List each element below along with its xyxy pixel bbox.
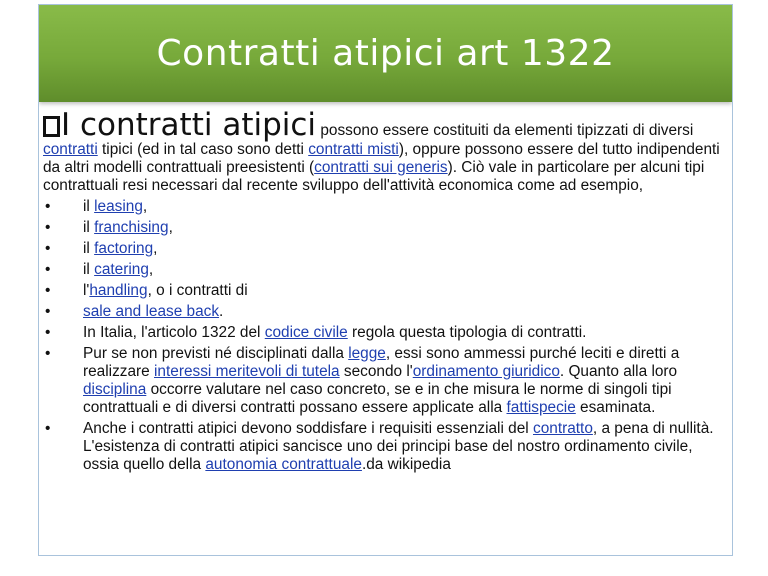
item-text: il	[83, 198, 95, 215]
item-text: .da wikipedia	[361, 456, 451, 473]
link-contratti-misti[interactable]: contratti misti	[308, 141, 399, 158]
bullet-icon: •	[45, 219, 51, 236]
item-text: ,	[142, 198, 148, 215]
list-item	[43, 324, 729, 342]
link-ordinamento-giuridico[interactable]: ordinamento giuridico	[412, 363, 560, 380]
link-interessi-meritevoli[interactable]: interessi meritevoli di tutela	[154, 363, 340, 380]
link-catering[interactable]: catering	[94, 261, 149, 278]
list-item	[43, 282, 729, 300]
item-text: ,	[168, 219, 173, 236]
item-text: In Italia, l'articolo 1322 del	[83, 324, 265, 341]
item-text: , essi sono ammessi purché leciti e diretti a realizzare	[83, 345, 680, 380]
link-disciplina[interactable]: disciplina	[83, 381, 147, 398]
link-handling[interactable]: handling	[89, 282, 148, 299]
list-item	[43, 198, 729, 216]
list-item	[43, 420, 729, 474]
bullet-icon: •	[45, 198, 51, 215]
item-text: ,	[148, 261, 154, 278]
intro-text-3: ), oppure possono essere del tutto indipendenti da altri modelli contrattuali preesistenti (	[43, 141, 720, 176]
item-text: l'	[83, 282, 90, 299]
bullet-icon: •	[45, 420, 51, 437]
item-text: esaminata.	[575, 399, 656, 416]
list-item	[43, 240, 729, 258]
item-text: il	[83, 240, 95, 257]
bullet-icon: •	[45, 345, 51, 362]
link-codice-civile[interactable]: codice civile	[264, 324, 348, 341]
intro-paragraph	[43, 109, 729, 195]
checkbox-bullet-icon	[43, 116, 60, 137]
list-item	[43, 219, 729, 237]
item-text: il	[83, 261, 95, 278]
bullet-icon: •	[45, 240, 51, 257]
list-item	[43, 345, 729, 417]
link-contratto[interactable]: contratto	[533, 420, 593, 437]
item-text: Anche i contratti atipici devono soddisfare i requisiti essenziali del	[83, 420, 533, 437]
item-text: Pur se non previsti né disciplinati dalla	[83, 345, 349, 362]
intro-text-1: possono essere costituiti da elementi tipizzati di diversi	[316, 122, 694, 139]
intro-text-4: ). Ciò vale in particolare per alcuni tipi contrattuali resi necessari dal recente sviluppo dell'attività economica come ad esempio,	[43, 159, 705, 194]
item-text: .	[219, 303, 224, 320]
bullet-icon: •	[45, 282, 51, 299]
item-text: . Quanto alla loro	[559, 363, 678, 380]
intro-lead: I contratti atipici	[61, 107, 317, 143]
item-text: , a pena di nullità. L'esistenza di contratti atipici sancisce uno dei principi base del nostro ordinamento civile, ossia quello della	[83, 420, 714, 473]
item-text: regola questa tipologia di contratti.	[347, 324, 587, 341]
slide-title: Contratti atipici art 1322	[156, 33, 615, 74]
item-text: occorre valutare nel caso concreto, se e in che misura le norme di singoli tipi contrattuali e di diversi contratti possano essere applicate alla	[83, 381, 672, 416]
bullet-list	[43, 198, 729, 474]
link-franchising[interactable]: franchising	[94, 219, 169, 236]
list-item	[43, 261, 729, 279]
bullet-icon: •	[45, 261, 51, 278]
link-autonomia-contrattuale[interactable]: autonomia contrattuale	[205, 456, 362, 473]
link-factoring[interactable]: factoring	[94, 240, 154, 257]
item-text: il	[83, 219, 95, 236]
link-legge[interactable]: legge	[348, 345, 386, 362]
link-leasing[interactable]: leasing	[94, 198, 143, 215]
intro-text-2: tipici (ed in tal caso sono detti	[97, 141, 309, 158]
slide	[38, 4, 733, 556]
link-contratti-sui-generis[interactable]: contratti sui generis	[314, 159, 448, 176]
item-text: secondo l'	[339, 363, 413, 380]
bullet-icon: •	[45, 303, 51, 320]
link-contratti[interactable]: contratti	[43, 141, 98, 158]
bullet-icon: •	[45, 324, 51, 341]
item-text: , o i contratti di	[147, 282, 248, 299]
slide-content	[43, 109, 729, 474]
title-bar	[39, 5, 732, 102]
link-sale-and-lease-back[interactable]: sale and lease back	[83, 303, 220, 320]
link-fattispecie[interactable]: fattispecie	[506, 399, 576, 416]
list-item	[43, 303, 729, 321]
item-text: ,	[153, 240, 158, 257]
